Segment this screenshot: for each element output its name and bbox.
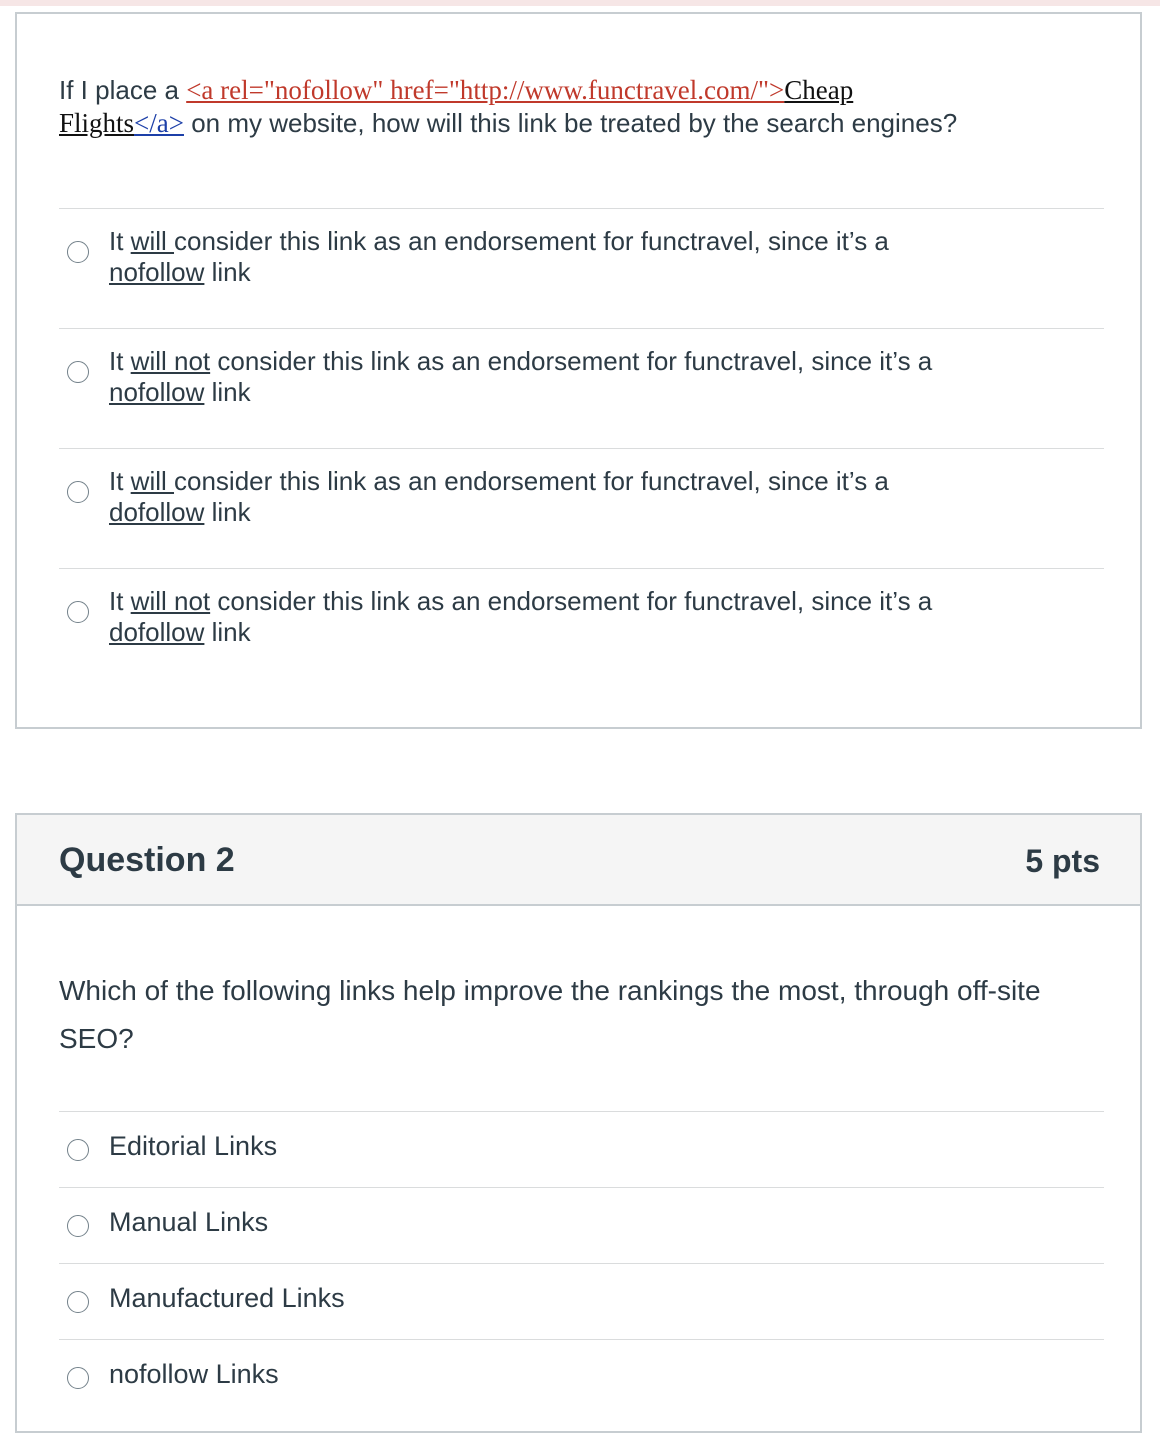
answer-option[interactable]	[59, 1201, 1104, 1251]
question-title: Question 2	[59, 841, 235, 879]
question-1-suffix: on my website, how will this link be treated by the search engines?	[183, 108, 958, 138]
divider	[59, 1111, 1104, 1112]
answer-label: Manual Links	[109, 1207, 269, 1237]
radio-button[interactable]	[67, 601, 89, 623]
divider	[59, 1263, 1104, 1264]
answer-option[interactable]	[59, 586, 1104, 676]
answer-label: It will consider this link as an endorsement for functravel, since it’s a dofollow link	[109, 466, 889, 527]
divider	[59, 328, 1104, 329]
answer-option[interactable]	[59, 1125, 1104, 1175]
answer-option[interactable]	[59, 466, 1104, 556]
radio-button[interactable]	[67, 241, 89, 263]
radio-button[interactable]	[67, 1139, 89, 1161]
code-anchor-close: </a>	[134, 108, 184, 138]
radio-button[interactable]	[67, 1367, 89, 1389]
question-2-card	[15, 813, 1142, 1433]
answer-label: Editorial Links	[109, 1131, 278, 1161]
divider	[59, 568, 1104, 569]
radio-button[interactable]	[67, 1291, 89, 1313]
answer-option[interactable]	[59, 1277, 1104, 1327]
radio-button[interactable]	[67, 481, 89, 503]
question-1-card	[15, 12, 1142, 729]
divider	[59, 208, 1104, 209]
radio-button[interactable]	[67, 361, 89, 383]
answer-label: It will not consider this link as an endorsement for functravel, since it’s a dofollow link	[109, 586, 933, 647]
question-1-prefix: If I place a	[59, 75, 187, 105]
question-2-text: Which of the following links help improve the rankings the most, through off-site SEO?	[59, 975, 1041, 1054]
code-anchor-open: <a rel="nofollow" href="http://www.functravel.com/">	[186, 75, 785, 105]
answer-option[interactable]	[59, 1353, 1104, 1403]
answer-label: It will consider this link as an endorsement for functravel, since it’s a nofollow link	[109, 226, 889, 287]
answer-option[interactable]	[59, 226, 1104, 316]
divider	[59, 1187, 1104, 1188]
radio-button[interactable]	[67, 1215, 89, 1237]
question-points: 5 pts	[1025, 843, 1100, 879]
question-header	[17, 815, 1140, 906]
code-flights: Flights	[59, 108, 135, 138]
answer-label: It will not consider this link as an endorsement for functravel, since it’s a nofollow link	[109, 346, 933, 407]
answer-option[interactable]	[59, 346, 1104, 436]
answer-label: Manufactured Links	[109, 1283, 345, 1313]
question-1-text	[59, 74, 1099, 140]
top-strip	[0, 0, 1160, 6]
code-cheap: Cheap	[784, 75, 854, 105]
divider	[59, 448, 1104, 449]
answer-label: nofollow Links	[109, 1359, 279, 1389]
divider	[59, 1339, 1104, 1340]
